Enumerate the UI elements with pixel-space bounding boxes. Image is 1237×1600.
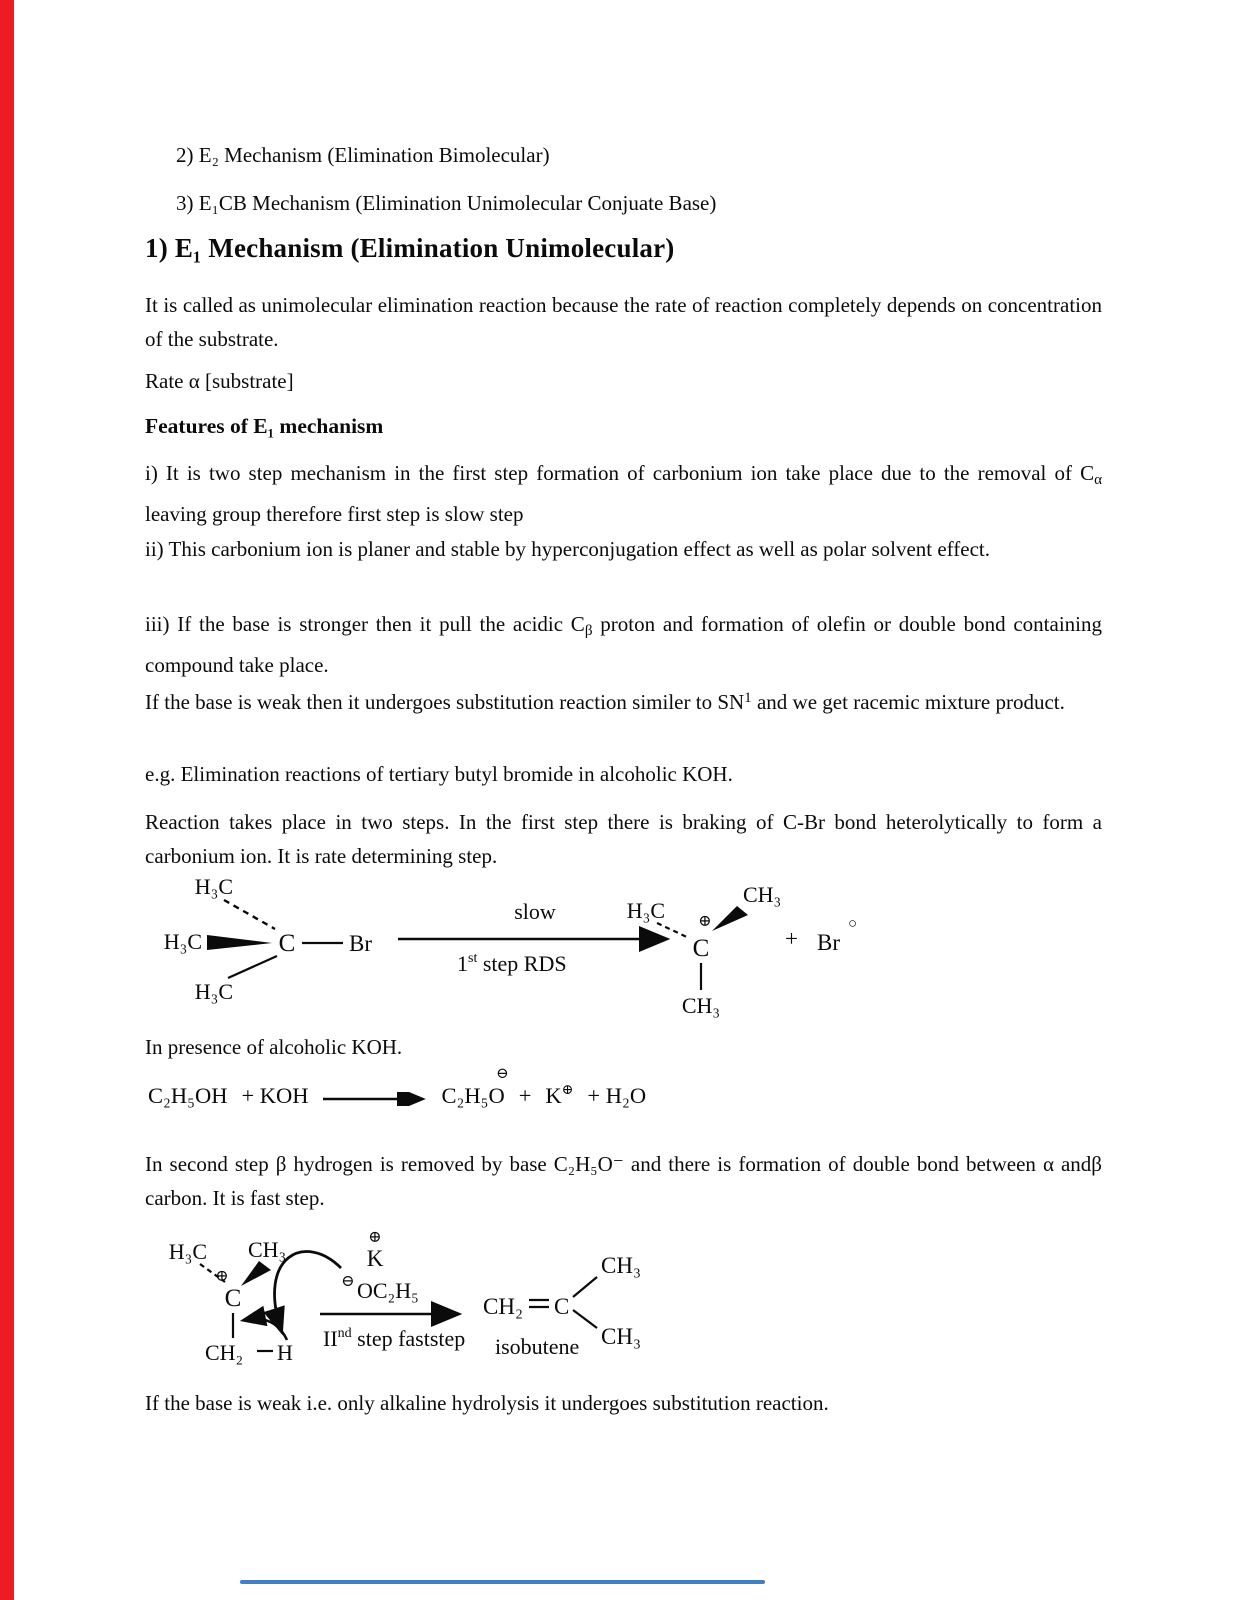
- arrow-label-step: 1st step RDS: [457, 951, 567, 976]
- cation-methyl-right-label: CH₃: [743, 882, 782, 907]
- wedge-bond: [207, 935, 272, 950]
- section-heading: 1) E₁ Mechanism (Elimination Unimolecular): [145, 233, 675, 263]
- paragraph-second-step: In second step β hydrogen is removed by base C₂H₅O⁻ and there is formation of double bond between α andβ carbon. It is fast step.: [145, 1152, 1102, 1210]
- features-heading: Features of E₁ mechanism: [145, 414, 384, 438]
- eq-plus1: +: [518, 1083, 532, 1109]
- alpha-subscript: α: [1094, 471, 1102, 488]
- weak-base-text-end: and we get racemic mixture product.: [751, 689, 1065, 714]
- cation-carbon-label: C: [692, 935, 710, 962]
- electron-arrow-large: [275, 1252, 341, 1330]
- arrow-label-slow: slow: [514, 899, 556, 924]
- product-carbon-label: C: [554, 1294, 570, 1319]
- ethoxide-base-label: OC₂H₅: [357, 1278, 419, 1303]
- feature-i-text-end: leaving group therefore first step is slow step: [145, 501, 524, 526]
- paragraph-example: e.g. Elimination reactions of tertiary butyl bromide in alcoholic KOH.: [145, 762, 733, 786]
- arrow-label-step: IInd step faststep: [323, 1326, 466, 1351]
- plain-bond: [228, 956, 277, 978]
- feature-iii-text-end: proton and formation of olefin or double bond containing compound take place.: [145, 612, 1103, 677]
- ch2-label: CH₂: [205, 1340, 244, 1365]
- product-ch2-label: CH₂: [483, 1294, 523, 1319]
- plus-charge-icon: ⊕: [561, 1082, 574, 1098]
- bond-to-methyl-top: [573, 1277, 597, 1297]
- product-methyl-bottom-label: CH₃: [601, 1324, 641, 1349]
- rate-law: Rate α [substrate]: [145, 369, 294, 393]
- eq-plus-water: + H₂O: [587, 1083, 647, 1109]
- cation-methyl-left-label: H₃C: [626, 898, 665, 923]
- paragraph-two-steps: Reaction takes place in two steps. In the first step there is braking of C-Br bond heterolytically to form a carbonium ion. It is rate determining step.: [145, 810, 1102, 868]
- potassium-label: K: [366, 1246, 384, 1271]
- h-label: H: [277, 1340, 293, 1365]
- methyl-top-label: H₃C: [194, 874, 233, 899]
- minus-charge-icon: ⊖: [341, 1273, 355, 1290]
- feature-iii-text: iii) If the base is stronger then it pull the acidic C: [145, 612, 585, 636]
- paragraph-feature-i: [145, 456, 1102, 531]
- weak-base-text: If the base is weak then it undergoes substitution reaction similer to SN: [145, 689, 745, 714]
- paragraph-final-note: If the base is weak i.e. only alkaline hydrolysis it undergoes substitution reaction.: [145, 1391, 829, 1415]
- equation-arrow: [323, 1092, 428, 1106]
- product-methyl-top-label: CH₃: [601, 1253, 641, 1278]
- bond-to-methyl-bottom: [573, 1310, 597, 1328]
- bottom-page-rule: [240, 1580, 765, 1584]
- cation-dashed-bond: [657, 923, 689, 938]
- carbon-label: C: [224, 1285, 242, 1312]
- paragraph-feature-ii: ii) This carbonium ion is planer and stable by hyperconjugation effect as well as polar solvent effect.: [145, 537, 991, 561]
- feature-i-text: i) It is two step mechanism in the first step formation of carbonium ion take place due to the removal of C: [145, 461, 1095, 485]
- methyl-left-label: H₃C: [163, 929, 202, 954]
- eq-plus-koh: + KOH: [241, 1083, 309, 1109]
- ethoxide-equation: [148, 1064, 647, 1109]
- sn1-superscript: 1: [744, 690, 752, 706]
- cation-wedge-bond: [712, 906, 748, 931]
- eq-potassium: K: [545, 1083, 562, 1109]
- paragraph-intro: It is called as unimolecular elimination reaction because the rate of reaction completely depends on concentration of the substrate.: [145, 293, 1102, 351]
- list-item-e1cb: 3) E₁CB Mechanism (Elimination Unimolecular Conjuate Base): [176, 191, 717, 215]
- eq-ethoxide: C₂H₅O: [441, 1083, 505, 1109]
- left-edge-accent-bar: [0, 0, 14, 1600]
- plus-charge-icon: ⊕: [215, 1268, 229, 1285]
- paragraph-weak-base: [145, 681, 1102, 719]
- diagram-step2-elimination: [145, 1226, 875, 1396]
- bromide-charge-icon: ○: [848, 916, 858, 932]
- beta-subscript: β: [584, 622, 593, 639]
- eq-ethoxide-group: [441, 1064, 509, 1109]
- bromide-label: Br: [817, 930, 840, 955]
- cation-methyl-down-label: CH₃: [681, 993, 721, 1018]
- central-carbon-label: C: [278, 930, 296, 957]
- eq-potassium-group: [545, 1082, 573, 1109]
- eq-reactant1: C₂H₅OH: [148, 1083, 228, 1109]
- minus-charge-icon: ⊖: [496, 1064, 509, 1083]
- diagram-step1-ionization: [145, 866, 875, 1026]
- paragraph-feature-iii: [145, 607, 1102, 682]
- methyl-left-label: H₃C: [168, 1239, 207, 1264]
- plus-sign: +: [785, 926, 798, 951]
- bromine-label: Br: [349, 931, 372, 956]
- wedge-bond: [241, 1261, 271, 1286]
- plus-charge-icon: ⊕: [368, 1229, 382, 1246]
- methyl-bottom-label: H₃C: [194, 979, 233, 1004]
- list-item-e2: 2) E₂ Mechanism (Elimination Bimolecular): [176, 143, 550, 167]
- methyl-right-label: CH₃: [248, 1237, 287, 1262]
- product-name-label: isobutene: [495, 1334, 580, 1359]
- dashed-bond: [224, 900, 275, 929]
- plus-charge-icon: ⊕: [698, 913, 712, 930]
- paragraph-koh: In presence of alcoholic KOH.: [145, 1035, 403, 1059]
